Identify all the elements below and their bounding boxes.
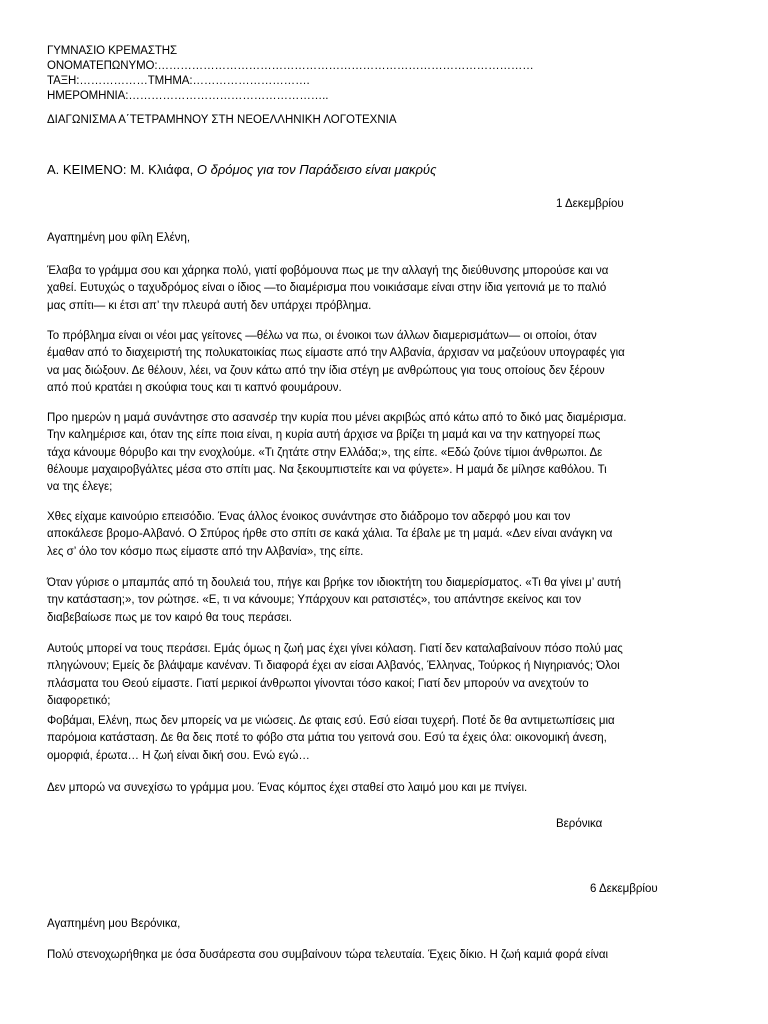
date-line: ΗΜΕΡΟΜΗΝΙΑ:…………………………………………….. (47, 90, 329, 102)
paragraph-line: παρόμοια κατάσταση. Δε θα δεις ποτέ το φόβο στα μάτια του γειτονά σου. Εσύ τα έχεις όλα: οικονομική άνεση, (47, 732, 607, 745)
paragraph (47, 328, 717, 397)
paragraph-line: Όταν γύρισε ο μπαμπάς από τη δουλειά του, πήγε και βρήκε τον ιδιοκτήτη του διαμερίσματος. «Τι θα γίνει μ’ αυτή (47, 577, 621, 589)
student-name-line: ΟΝΟΜΑΤΕΠΩΝΥΜΟ:……………………………………………………………………………………… (47, 60, 534, 72)
exam-title: ΔΙΑΓΩΝΙΣΜΑ Α΄ΤΕΤΡΑΜΗΝΟΥ ΣΤΗ ΝΕΟΕΛΛΗΝΙΚΗ ΛΟΓΟΤΕΧΝΙΑ (47, 114, 397, 126)
paragraph-line: πλάσματα του Θεού είμαστε. Γιατί μερικοί άνθρωποι γίνονται τόσο κακοί; Γιατί δεν μπορούν να ανεχτούν το (47, 677, 589, 690)
paragraph (47, 780, 717, 797)
school-name: ΓΥΜΝΑΣΙΟ ΚΡΕΜΑΣΤΗΣ (47, 45, 178, 57)
paragraph-line: Αυτούς μπορεί να τους περάσει. Εμάς όμως η ζωή μας έχει γίνει κόλαση. Γιατί δεν καταλαβαίνουν πόσο πολύ μας (47, 643, 623, 655)
paragraph-line: Πολύ στενοχωρήθηκα με όσα δυσάρεστα σου συμβαίνουν τώρα τελευταία. Έχεις δίκιο. Η ζωή καμιά φορά είναι (47, 949, 609, 961)
paragraph-line: την κατάσταση;», τον ρώτησε. «Ε, τι να κάνουμε; Υπάρχουν και ρατσιστές», του απάντησε εκείνος και τον (47, 594, 582, 607)
paragraph-line: να μας διώξουν. Δε θέλουν, λέει, να ζουν κάτω από την ίδια στέγη με ανθρώπους για τους οποίους δεν ξέρουν (47, 364, 605, 377)
paragraph-line: χαθεί. Ευτυχώς ο ταχυδρόμος είναι ο ίδιος —το διαμέρισμα που νοικιάσαμε είναι στην ίδια γειτονιά με το παλιό (47, 282, 607, 295)
paragraph-line: λες σ’ όλο τον κόσμο πως είμαστε από την Αλβανία», της είπε. (47, 545, 364, 558)
paragraph-line: έμαθαν από το διαχειριστή της πολυκατοικίας πως είμαστε από την Αλβανία, άρχισαν να μαζεύουν υπογραφές για (47, 347, 625, 360)
letter2-salutation: Αγαπημένη μου Βερόνικα, (47, 918, 181, 930)
paragraph (47, 410, 717, 496)
letter1-date: 1 Δεκεμβρίου (556, 198, 624, 210)
paragraph-line: Χθες είχαμε καινούριο επεισόδιο. Ένας άλλος ένοικος συνάντησε στο διάδρομο τον αδερφό μου και τον (47, 511, 571, 523)
paragraph (47, 575, 717, 627)
paragraph-line: Το πρόβλημα είναι οι νέοι μας γείτονες —θέλω να πω, οι ένοικοι των άλλων διαμερισμάτων— οι οποίοι, όταν (47, 330, 597, 342)
paragraph (47, 509, 717, 561)
paragraph-line: διαβεβαίωσε πως με τον καιρό θα τους περάσει. (47, 611, 292, 624)
class-line: ΤΑΞΗ:………………ΤΜΗΜΑ:…………………………. (47, 75, 310, 87)
paragraph-line: Την καλημέρισε και, όταν της είπε ποια είναι, η κυρία αυτή άρχισε να βρίζει τη μαμά και να την κατηγορεί πως (47, 429, 601, 442)
letter1-signature: Βερόνικα (556, 818, 603, 830)
paragraph (47, 713, 717, 765)
paragraph (47, 947, 717, 964)
paragraph-line: Προ ημερών η μαμά συνάντησε στο ασανσέρ την κυρία που μένει ακριβώς από κάτω από το δικό μας διαμέρισμα. (47, 412, 627, 424)
paragraph-line: τάχα κάνουμε θόρυβο και την ενοχλούμε. «Τι ζητάτε στην Ελλάδα;», της είπε. «Εδώ ζούνε τίμιοι άνθρωποι. Δε (47, 446, 603, 459)
section-prefix: Α. ΚΕΙΜΕΝΟ: Μ. Κλιάφα, (47, 162, 194, 177)
paragraph-line: να της έλεγε; (47, 481, 113, 494)
paragraph-line: διαφορετικό; (47, 694, 111, 707)
paragraph-line: ομορφιά, έρωτα… Η ζωή είναι δική σου. Ενώ εγώ… (47, 749, 310, 762)
paragraph-line: πληγώνουν; Εμείς δε βλάψαμε κανέναν. Τι διαφορά έχει αν είσαι Αλβανός, Έλληνας, Τούρκος ή Νιγηριανός; Όλοι (47, 660, 620, 673)
paragraph (47, 641, 717, 710)
paragraph-line: μας σπίτι— κι έτσι απ’ την πλευρά αυτή δεν υπάρχει πρόβλημα. (47, 299, 372, 312)
letter2-date: 6 Δεκεμβρίου (590, 883, 658, 895)
work-title: Ο δρόμος για τον Παράδεισο είναι μακρύς (196, 162, 437, 177)
letter1-salutation: Αγαπημένη μου φίλη Ελένη, (47, 232, 191, 244)
paragraph-line: θέλουμε μαχαιροβγάλτες μέσα στο σπίτι μας. Να ξεκουμπιστείτε και να φύγετε». Η μαμά δε μίλησε καθόλου. Τι (47, 463, 607, 476)
paragraph (47, 263, 717, 315)
section-heading (47, 162, 436, 177)
paragraph-line: Δεν μπορώ να συνεχίσω το γράμμα μου. Ένας κόμπος έχει σταθεί στο λαιμό μου και με πνίγει. (47, 782, 528, 794)
paragraph-line: Φοβάμαι, Ελένη, πως δεν μπορείς να με νιώσεις. Δε φταις εσύ. Εσύ είσαι τυχερή. Ποτέ δε θα αντιμετωπίσεις μια (47, 715, 615, 727)
paragraph-line: Έλαβα το γράμμα σου και χάρηκα πολύ, γιατί φοβόμουνα πως με την αλλαγή της διεύθυνσης μπορούσε και να (47, 265, 609, 277)
paragraph-line: αποκάλεσε βρομο-Αλβανό. Ο Σπύρος ήρθε στο σπίτι σε κακά χάλια. Τα έβαλε με τη μαμά. «Δεν είναι ανάγκη να (47, 528, 613, 541)
paragraph-line: από πού κρατάει η σκούφια τους και τι καπνό φουμάρουν. (47, 381, 342, 394)
